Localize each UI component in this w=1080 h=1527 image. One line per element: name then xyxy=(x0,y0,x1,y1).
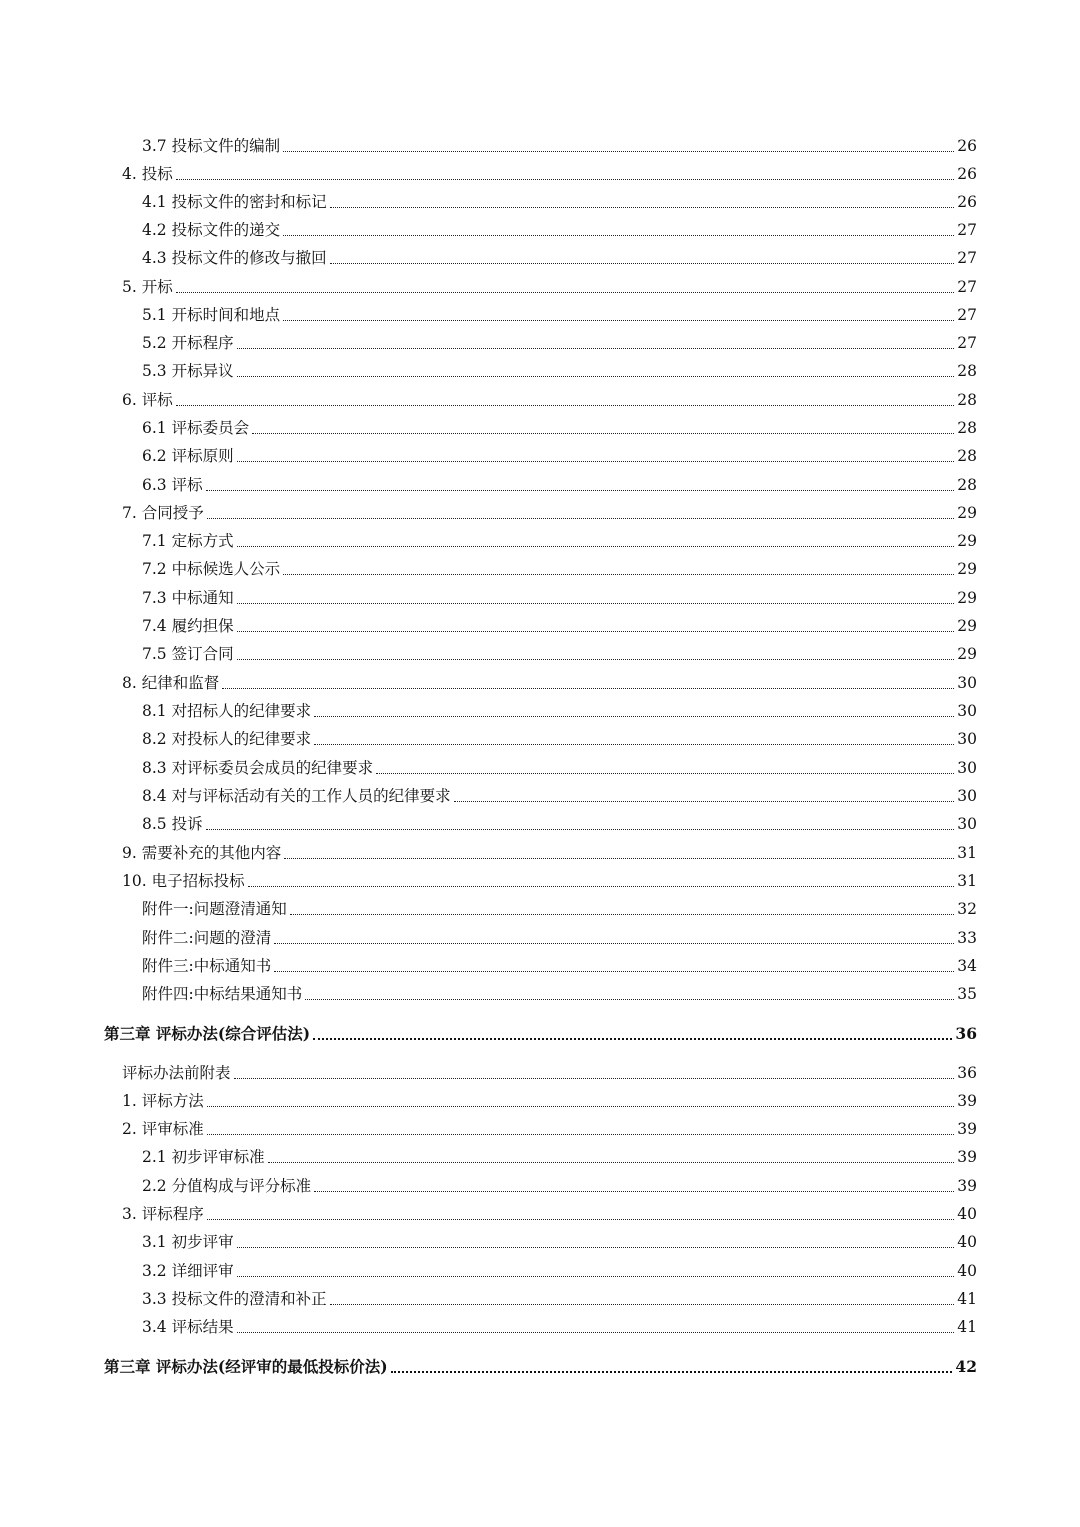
toc-entry[interactable] xyxy=(142,1313,977,1337)
toc-entry[interactable] xyxy=(142,697,977,721)
toc-entry[interactable] xyxy=(122,499,977,523)
toc-page-number: 39 xyxy=(957,1148,977,1166)
toc-page-number: 28 xyxy=(957,447,977,465)
toc-page-number: 39 xyxy=(957,1092,977,1110)
toc-entry-title: 7.2 中标候选人公示 xyxy=(142,560,281,578)
toc-entry[interactable] xyxy=(142,555,977,579)
toc-entry-title: 7.5 签订合同 xyxy=(142,645,234,663)
toc-entry[interactable] xyxy=(142,612,977,636)
toc-page-number: 39 xyxy=(957,1120,977,1138)
toc-entry-title: 评标办法前附表 xyxy=(122,1064,231,1082)
dot-leader xyxy=(305,998,954,1000)
toc-entry[interactable] xyxy=(142,924,977,948)
dot-leader xyxy=(237,347,955,349)
toc-entry-title: 8.2 对投标人的纪律要求 xyxy=(142,730,312,748)
toc-entry-title: 3.1 初步评审 xyxy=(142,1233,234,1251)
toc-entry[interactable] xyxy=(122,867,977,891)
toc-entry[interactable] xyxy=(142,188,977,212)
toc-entry-title: 附件四:中标结果通知书 xyxy=(142,985,303,1003)
dot-leader xyxy=(237,545,955,547)
toc-page-number: 30 xyxy=(957,759,977,777)
dot-leader xyxy=(284,857,954,859)
dot-leader xyxy=(222,687,954,689)
toc-page-number: 40 xyxy=(957,1205,977,1223)
toc-entry-title: 6.3 评标 xyxy=(142,476,203,494)
toc-entry-title: 3.7 投标文件的编制 xyxy=(142,137,281,155)
toc-entry-title: 8. 纪律和监督 xyxy=(122,674,220,692)
toc-page-number: 27 xyxy=(957,221,977,239)
toc-entry[interactable] xyxy=(142,527,977,551)
dot-leader xyxy=(283,150,954,152)
toc-entry-title: 4. 投标 xyxy=(122,165,173,183)
toc-entry-title: 第三章 评标办法(综合评估法) xyxy=(104,1024,311,1043)
toc-page-number: 27 xyxy=(957,334,977,352)
toc-entry[interactable] xyxy=(142,810,977,834)
toc-page-number: 32 xyxy=(957,900,977,918)
toc-entry[interactable] xyxy=(142,1257,977,1281)
dot-leader xyxy=(207,1218,955,1220)
dot-leader xyxy=(283,573,954,575)
toc-page-number: 40 xyxy=(957,1262,977,1280)
toc-page-number: 41 xyxy=(957,1318,977,1336)
toc-chapter-entry[interactable] xyxy=(104,1020,977,1044)
toc-page-number: 30 xyxy=(957,815,977,833)
dot-leader xyxy=(176,178,955,180)
dot-leader xyxy=(237,1246,955,1248)
toc-page-number: 33 xyxy=(957,929,977,947)
toc-entry[interactable] xyxy=(142,414,977,438)
dot-leader xyxy=(376,772,954,774)
toc-entry[interactable] xyxy=(122,1087,977,1111)
toc-entry-title: 6. 评标 xyxy=(122,391,173,409)
toc-entry-title: 2. 评审标准 xyxy=(122,1120,204,1138)
toc-entry[interactable] xyxy=(142,1143,977,1167)
toc-entry-title: 4.2 投标文件的递交 xyxy=(142,221,281,239)
toc-entry[interactable] xyxy=(142,244,977,268)
toc-entry-title: 8.3 对评标委员会成员的纪律要求 xyxy=(142,759,374,777)
toc-entry-title: 3. 评标程序 xyxy=(122,1205,204,1223)
toc-page-number: 30 xyxy=(957,730,977,748)
dot-leader xyxy=(274,970,954,972)
dot-leader xyxy=(234,1077,955,1079)
toc-page-number: 34 xyxy=(957,957,977,975)
toc-entry[interactable] xyxy=(122,1059,977,1083)
toc-entry[interactable] xyxy=(142,725,977,749)
dot-leader xyxy=(454,800,955,802)
toc-entry-title: 1. 评标方法 xyxy=(122,1092,204,1110)
toc-entry[interactable] xyxy=(142,329,977,353)
toc-entry-title: 3.3 投标文件的澄清和补正 xyxy=(142,1290,327,1308)
toc-entry-title: 7.4 履约担保 xyxy=(142,617,234,635)
toc-page-number: 28 xyxy=(957,362,977,380)
toc-page-number: 29 xyxy=(957,504,977,522)
toc-entry-title: 2.2 分值构成与评分标准 xyxy=(142,1177,312,1195)
toc-entry-title: 10. 电子招标投标 xyxy=(122,872,245,890)
toc-entry-title: 5. 开标 xyxy=(122,278,173,296)
toc-page-number: 30 xyxy=(957,787,977,805)
toc-entry[interactable] xyxy=(142,1172,977,1196)
toc-page-number: 26 xyxy=(957,193,977,211)
toc-page-number: 36 xyxy=(957,1064,977,1082)
toc-chapter-entry[interactable] xyxy=(104,1353,977,1377)
toc-entry-title: 附件一:问题澄清通知 xyxy=(142,900,287,918)
toc-entry[interactable] xyxy=(142,442,977,466)
dot-leader xyxy=(330,262,955,264)
dot-leader xyxy=(252,432,954,434)
toc-entry[interactable] xyxy=(142,584,977,608)
toc-entry-title: 附件二:问题的澄清 xyxy=(142,929,272,947)
toc-page-number: 35 xyxy=(957,985,977,1003)
dot-leader xyxy=(237,630,955,632)
dot-leader xyxy=(237,460,955,462)
toc-entry-title: 7.1 定标方式 xyxy=(142,532,234,550)
toc-entry-title: 9. 需要补充的其他内容 xyxy=(122,844,282,862)
dot-leader xyxy=(207,517,955,519)
toc-page-number: 30 xyxy=(957,702,977,720)
toc-entry[interactable] xyxy=(122,839,977,863)
toc-entry-title: 8.1 对招标人的纪律要求 xyxy=(142,702,312,720)
toc-entry-title: 6.1 评标委员会 xyxy=(142,419,250,437)
toc-page-number: 27 xyxy=(957,306,977,324)
toc-page-number: 30 xyxy=(957,674,977,692)
dot-leader xyxy=(283,319,954,321)
dot-leader xyxy=(330,206,955,208)
toc-entry[interactable] xyxy=(142,754,977,778)
toc-entry[interactable] xyxy=(122,273,977,297)
toc-page-number: 31 xyxy=(957,872,977,890)
toc-page-number: 29 xyxy=(957,589,977,607)
toc-entry[interactable] xyxy=(122,386,977,410)
toc-page-number: 40 xyxy=(957,1233,977,1251)
toc-page-number: 29 xyxy=(957,532,977,550)
toc-page-number: 27 xyxy=(957,278,977,296)
dot-leader xyxy=(391,1370,953,1373)
toc-page-number: 42 xyxy=(955,1357,977,1376)
dot-leader xyxy=(268,1161,955,1163)
dot-leader xyxy=(274,942,954,944)
toc-page-number: 39 xyxy=(957,1177,977,1195)
toc-page-number: 41 xyxy=(957,1290,977,1308)
toc-entry-title: 5.1 开标时间和地点 xyxy=(142,306,281,324)
toc-entry-title: 第三章 评标办法(经评审的最低投标价法) xyxy=(104,1357,388,1376)
dot-leader xyxy=(314,715,954,717)
toc-entry-title: 4.3 投标文件的修改与撤回 xyxy=(142,249,327,267)
dot-leader xyxy=(237,658,955,660)
toc-page-number: 28 xyxy=(957,391,977,409)
dot-leader xyxy=(248,885,955,887)
toc-page-number: 28 xyxy=(957,476,977,494)
toc-entry-title: 3.4 评标结果 xyxy=(142,1318,234,1336)
toc-page-number: 29 xyxy=(957,617,977,635)
toc-entry[interactable] xyxy=(122,669,977,693)
toc-entry[interactable] xyxy=(142,1285,977,1309)
dot-leader xyxy=(206,489,955,491)
dot-leader xyxy=(176,404,955,406)
toc-entry-title: 附件三:中标通知书 xyxy=(142,957,272,975)
toc-page-number: 28 xyxy=(957,419,977,437)
toc-page-number: 26 xyxy=(957,137,977,155)
toc-entry[interactable] xyxy=(142,1228,977,1252)
toc-page-number: 26 xyxy=(957,165,977,183)
toc-entry[interactable] xyxy=(142,895,977,919)
toc-entry-title: 8.4 对与评标活动有关的工作人员的纪律要求 xyxy=(142,787,451,805)
toc-entry[interactable] xyxy=(142,301,977,325)
dot-leader xyxy=(207,1133,955,1135)
toc-entry-title: 6.2 评标原则 xyxy=(142,447,234,465)
toc-entry[interactable] xyxy=(142,132,977,156)
toc-entry-title: 7. 合同授予 xyxy=(122,504,204,522)
toc-entry-title: 5.3 开标异议 xyxy=(142,362,234,380)
dot-leader xyxy=(313,1037,952,1040)
dot-leader xyxy=(314,1190,954,1192)
toc-entry-title: 3.2 详细评审 xyxy=(142,1262,234,1280)
dot-leader xyxy=(237,602,955,604)
dot-leader xyxy=(283,234,954,236)
dot-leader xyxy=(207,1105,955,1107)
toc-entry-title: 4.1 投标文件的密封和标记 xyxy=(142,193,327,211)
toc-page-number: 29 xyxy=(957,645,977,663)
dot-leader xyxy=(330,1303,955,1305)
dot-leader xyxy=(237,375,955,377)
dot-leader xyxy=(176,291,955,293)
dot-leader xyxy=(314,743,954,745)
toc-entry[interactable] xyxy=(142,640,977,664)
toc-entry-title: 7.3 中标通知 xyxy=(142,589,234,607)
toc-entry-title: 2.1 初步评审标准 xyxy=(142,1148,265,1166)
dot-leader xyxy=(237,1275,955,1277)
toc-entry[interactable] xyxy=(142,471,977,495)
toc-page-number: 36 xyxy=(955,1024,977,1043)
toc-entry[interactable] xyxy=(122,1115,977,1139)
dot-leader xyxy=(290,913,955,915)
toc-entry-title: 8.5 投诉 xyxy=(142,815,203,833)
dot-leader xyxy=(237,1331,955,1333)
toc-entry[interactable] xyxy=(142,216,977,240)
toc-entry[interactable] xyxy=(122,1200,977,1224)
toc-entry[interactable] xyxy=(142,357,977,381)
toc-page-number: 31 xyxy=(957,844,977,862)
toc-entry[interactable] xyxy=(142,952,977,976)
toc-entry[interactable] xyxy=(142,782,977,806)
toc-page-number: 27 xyxy=(957,249,977,267)
toc-page-number: 29 xyxy=(957,560,977,578)
toc-entry[interactable] xyxy=(122,160,977,184)
toc-entry[interactable] xyxy=(142,980,977,1004)
dot-leader xyxy=(206,828,955,830)
toc-entry-title: 5.2 开标程序 xyxy=(142,334,234,352)
